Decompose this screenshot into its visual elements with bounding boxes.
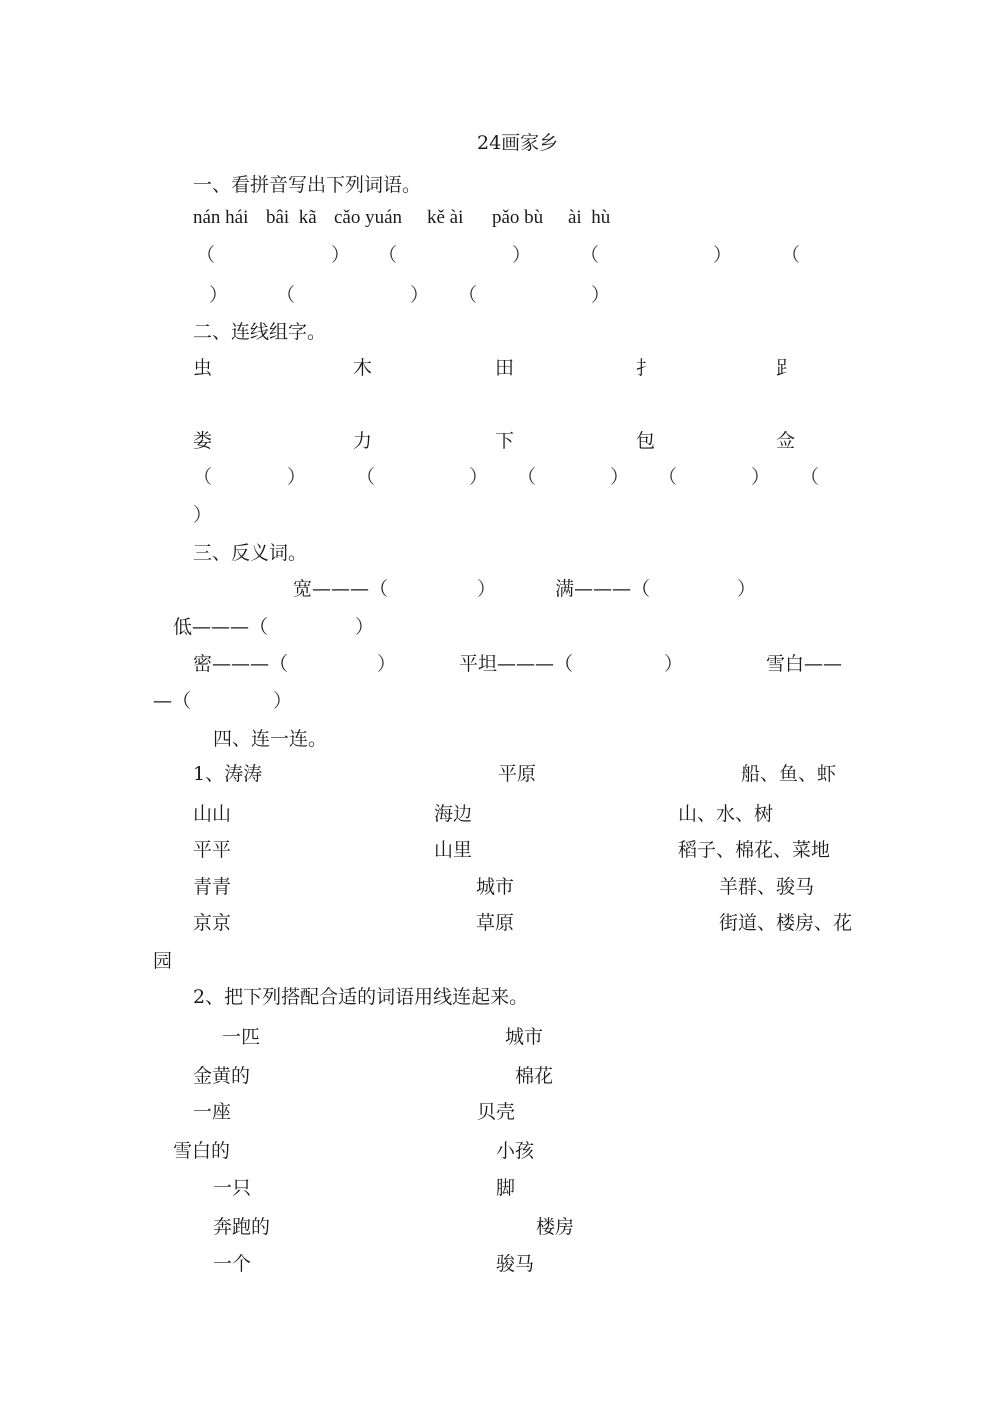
match-middle-5[interactable]: 草原 xyxy=(476,912,515,934)
component-3: 下 xyxy=(495,430,515,452)
pinyin-4: kě ài xyxy=(427,207,464,228)
section-3-heading: 三、反义词。 xyxy=(193,542,308,564)
match-right-2[interactable]: 山、水、树 xyxy=(678,803,774,825)
pinyin-5: pǎo bù xyxy=(492,207,544,228)
answer-blank-close: ） xyxy=(193,504,213,526)
match-left-4[interactable]: 青青 xyxy=(193,876,232,898)
antonym-item-4: 密———（ xyxy=(193,653,289,675)
match-right-5-wrap: 园 xyxy=(153,950,173,972)
radical-3: 田 xyxy=(495,357,515,379)
answer-blank-close: ） xyxy=(209,284,229,306)
antonym-item-3: 低———（ xyxy=(173,616,269,638)
pinyin-1: nán hái xyxy=(193,207,249,228)
answer-blank-close: ） xyxy=(664,653,684,675)
match-right-3[interactable]: 稻子、棉花、菜地 xyxy=(678,839,831,861)
match-right-1[interactable]: 船、鱼、虾 xyxy=(741,763,837,785)
radical-2: 木 xyxy=(353,357,373,379)
answer-blank-close: ） xyxy=(477,578,497,600)
component-1: 娄 xyxy=(193,430,213,452)
component-5: 佥 xyxy=(776,430,796,452)
answer-blank-close: ） xyxy=(591,284,611,306)
pinyin-3: cǎo yuán xyxy=(334,207,403,228)
answer-blank-close: ） xyxy=(410,284,430,306)
section-2-heading: 二、连线组字。 xyxy=(193,321,327,343)
match-middle-3[interactable]: 山里 xyxy=(434,839,473,861)
match-left-1[interactable]: 1、涛涛 xyxy=(193,763,263,785)
page-title: 24画家乡 xyxy=(477,132,559,154)
radical-5: 𧾷 xyxy=(776,357,796,379)
match-left-2[interactable]: 山山 xyxy=(193,803,232,825)
collocation-left-3[interactable]: 一座 xyxy=(193,1101,232,1123)
answer-blank-open[interactable]: （ xyxy=(458,284,478,306)
part-2-heading: 2、把下列搭配合适的词语用线连起来。 xyxy=(193,986,529,1008)
match-right-4[interactable]: 羊群、骏马 xyxy=(719,876,815,898)
answer-blank-open[interactable]: （ xyxy=(276,284,296,306)
component-4: 包 xyxy=(636,430,656,452)
antonym-item-1: 宽———（ xyxy=(293,578,389,600)
answer-blank-open[interactable]: （ xyxy=(580,244,600,266)
answer-blank-open[interactable]: （ xyxy=(781,244,801,266)
radical-1: 虫 xyxy=(193,357,213,379)
antonym-item-5: 平坦———（ xyxy=(459,653,574,675)
radical-4: 扌 xyxy=(636,357,656,379)
answer-blank-close: ） xyxy=(331,244,351,266)
answer-blank-open[interactable]: （ xyxy=(196,244,216,266)
collocation-right-3[interactable]: 贝壳 xyxy=(477,1101,516,1123)
collocation-left-6[interactable]: 奔跑的 xyxy=(213,1216,271,1238)
pinyin-2: bâi kã xyxy=(266,207,317,228)
section-1-heading: 一、看拼音写出下列词语。 xyxy=(193,174,422,196)
match-right-5[interactable]: 街道、楼房、花 xyxy=(719,912,853,934)
collocation-right-5[interactable]: 脚 xyxy=(496,1177,516,1199)
antonym-item-2: 满———（ xyxy=(555,578,651,600)
answer-blank-close: ） xyxy=(355,616,375,638)
collocation-left-1[interactable]: 一匹 xyxy=(222,1026,261,1048)
antonym-item-6-wrap: —（ xyxy=(153,690,192,712)
collocation-left-4[interactable]: 雪白的 xyxy=(173,1140,231,1162)
answer-blank-open[interactable]: （ xyxy=(356,466,376,488)
match-middle-4[interactable]: 城市 xyxy=(476,876,515,898)
collocation-right-7[interactable]: 骏马 xyxy=(496,1253,535,1275)
answer-blank-close: ） xyxy=(610,466,630,488)
pinyin-6: ài hù xyxy=(568,207,611,228)
answer-blank-open[interactable]: （ xyxy=(517,466,537,488)
match-left-5[interactable]: 京京 xyxy=(193,912,232,934)
answer-blank-open[interactable]: （ xyxy=(800,466,820,488)
collocation-right-6[interactable]: 楼房 xyxy=(536,1216,575,1238)
collocation-right-4[interactable]: 小孩 xyxy=(496,1140,535,1162)
collocation-left-2[interactable]: 金黄的 xyxy=(193,1065,251,1087)
answer-blank-close: ） xyxy=(273,690,293,712)
answer-blank-close: ） xyxy=(287,466,307,488)
collocation-left-7[interactable]: 一个 xyxy=(213,1253,252,1275)
answer-blank-open[interactable]: （ xyxy=(658,466,678,488)
answer-blank-close: ） xyxy=(512,244,532,266)
match-middle-1[interactable]: 平原 xyxy=(498,763,537,785)
answer-blank-open[interactable]: （ xyxy=(378,244,398,266)
answer-blank-close: ） xyxy=(713,244,733,266)
component-2: 力 xyxy=(353,430,373,452)
answer-blank-open[interactable]: （ xyxy=(193,466,213,488)
match-middle-2[interactable]: 海边 xyxy=(434,803,473,825)
answer-blank-close: ） xyxy=(377,653,397,675)
collocation-left-5[interactable]: 一只 xyxy=(213,1177,252,1199)
antonym-item-6: 雪白—— xyxy=(766,653,843,675)
match-left-3[interactable]: 平平 xyxy=(193,839,232,861)
answer-blank-close: ） xyxy=(751,466,771,488)
section-4-heading: 四、连一连。 xyxy=(213,728,328,750)
answer-blank-close: ） xyxy=(737,578,757,600)
collocation-right-2[interactable]: 棉花 xyxy=(515,1065,554,1087)
answer-blank-close: ） xyxy=(469,466,489,488)
collocation-right-1[interactable]: 城市 xyxy=(505,1026,544,1048)
